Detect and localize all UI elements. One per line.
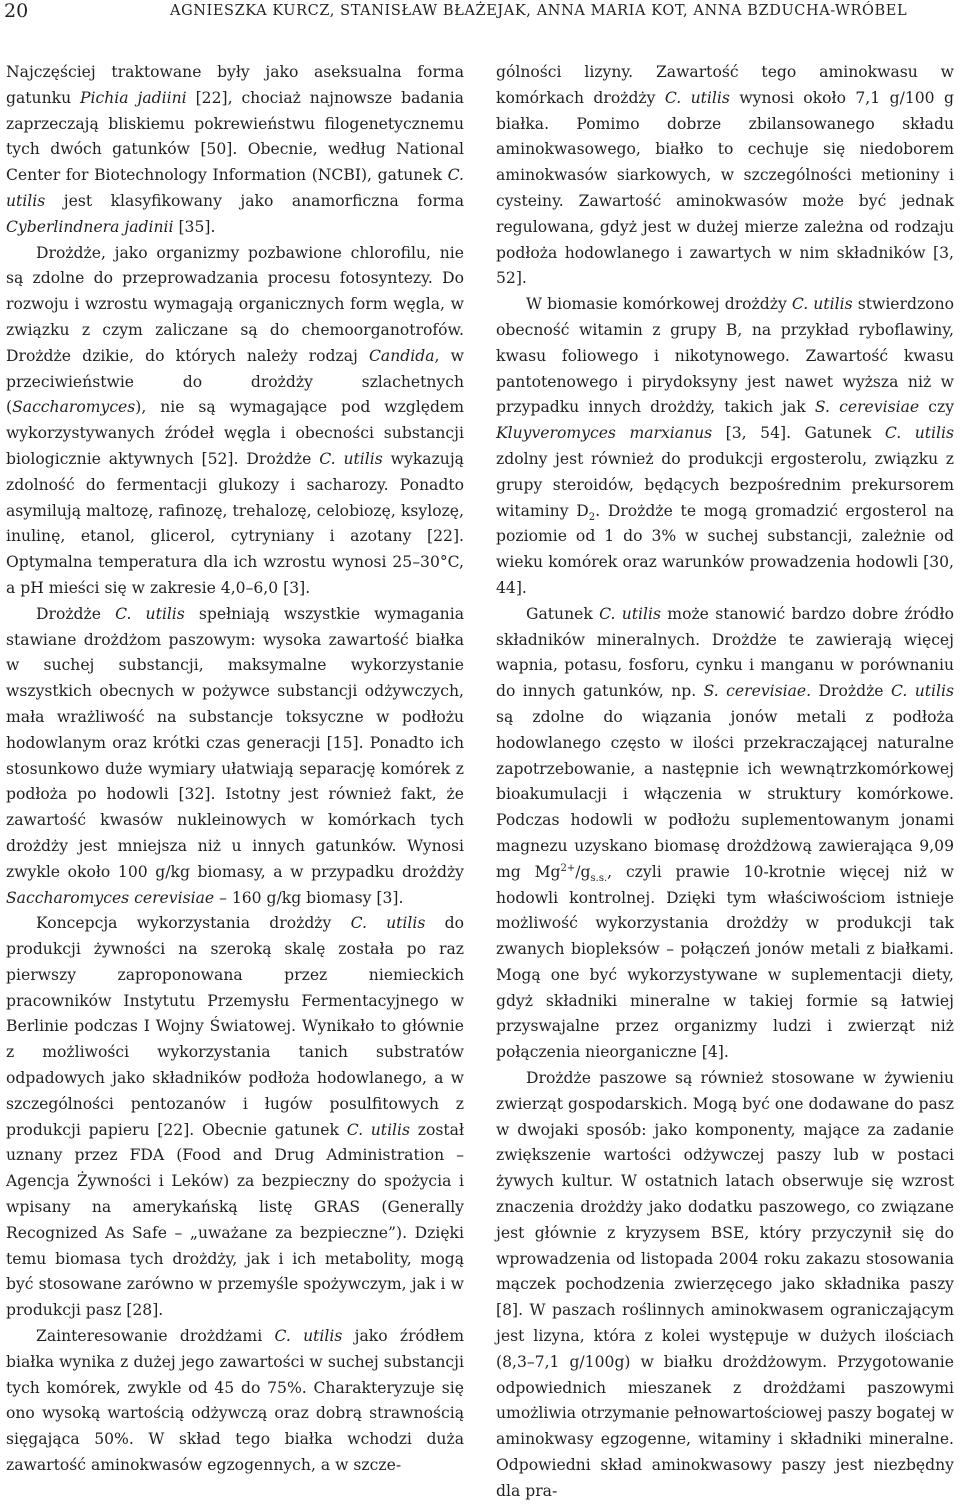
text-segment: są zdolne do wiązania jonów metali z podłoża hodowlanego często w ilości przekraczającej naturalne zapotrzebowanie, a następnie ich wewnątrzkomórkowej bioakumulacji i włączenia w struktury komórkowe. Podczas hodowli w podłożu suplementowanym jonami magnezu uzyskano biomasę drożdżową zawierająca 9,09 mg Mg [496, 707, 954, 881]
text-segment: , czyli prawie 10-krotnie więcej niż w hodowli kontrolnej. Dzięki tym właściwościom istnieje możliwość wykorzystania drożdży w produkcji tak zwanych biopleksów – połączeń jonów metali z białkami. Mogą one być wykorzystywane w suplementacji diety, gdyż składniki mineralne w takiej formie są łatwiej przyswajalne przez organizmy ludzi i zwierząt niż połączenia nieorganiczne [4]. [496, 862, 954, 1062]
text-segment: został uznany przez FDA (Food and Drug Administration – Agencja Żywności i Leków) za bezpieczny do spożycia i wpisany na amerykańską listę GRAS (Generally Recognized As Safe – „uważane za bezpieczne”). Dzięki temu biomasa tych drożdży, jak i ich metabolity, mogą być stosowane zarówno w przemyśle spożywczym, jak i w produkcji pasz [28]. [6, 1120, 464, 1320]
italic-text: S. cerevisiae. [703, 682, 812, 701]
paragraph [6, 602, 464, 912]
text-segment: Drożdże paszowe są również stosowane w żywieniu zwierząt gospodarskich. Mogą być one dodawane do pasz w dwojaki sposób: jako komponenty, mające za zadanie zwiększenie wartości odżywczej paszy lub w postaci żywych kultur. W ostatnich latach obserwuje się wzrost znaczenia drożdży jako dodatku paszowego, co związane jest głównie z kryzysem BSE, który przyczynił się do wprowadzenia od listopada 2004 roku zakazu stosowania mączek pochodzenia zwierzęcego jako składnika paszy [8]. W paszach roślinnych aminokwasem ograniczającym jest lizyna, która z kolei występuje w dużych ilościach (8,3–7,1 g/100g) w białku drożdżowym. Przygotowanie odpowiednich mieszanek z drożdżami paszowymi umożliwia otrzymanie pełnowartościowej paszy bogatej w aminokwasy egzogenne, witaminy i składniki mineralne. Odpowiedni skład aminokwasowy paszy jest niezbędny dla pra- [496, 1069, 954, 1500]
paragraph [6, 60, 464, 241]
italic-text: C. utilis [115, 604, 185, 623]
text-segment: [22], chociaż najnowsze badania zaprzeczają bliskiemu pokrewieństwu filogenetycznemu tych dwóch gatunków [50]. Obecnie, według National Center for Biotechnology Information (NCBI), gatunek [6, 88, 464, 185]
text-segment: jako źródłem białka wynika z dużej jego zawartości w suchej substancji tych komórek, zwykle od 45 do 75%. Charakteryzuje się ono wysoką wartością odżywczą oraz dobrą strawnością sięgająca 50%. W skład tego białka wchodzi duża zawartość aminokwasów egzogennych, a w szcze- [6, 1327, 464, 1475]
text-segment: do produkcji żywności na szeroką skalę została po raz pierwszy zaproponowana przez niemieckich pracowników Instytutu Przemysłu Fermentacyjnego w Berlinie podczas I Wojny Światowej. Wynikało to głównie z możliwości wykorzystania tanich substratów odpadowych jako składników podłoża hodowlanego, a w szczególności pentozanów i ługów posulfitowych z produkcji papieru [22]. Obecnie gatunek [6, 914, 464, 1139]
text-segment: wynosi około 7,1 g/100 g białka. Pomimo dobrze zbilansowanego składu aminokwasowego, białko to cechuje się niedoborem aminokwasów siarkowych, w szczególności metioniny i cysteiny. Zawartość aminokwasów może być jednak regulowana, gdyż jest w dużej mierze zależna od rodzaju podłoża hodowlanego i zawartych w nim składników [3, 52]. [496, 88, 954, 288]
text-segment: Drożdże [36, 604, 116, 623]
text-segment: , w przeciwieństwie do drożdży szlachetnych ( [6, 346, 464, 417]
text-segment: Najczęściej traktowane były jako aseksualna forma gatunku [6, 63, 464, 107]
italic-text: Pichia jadiini [80, 88, 187, 107]
italic-text: C. utilis [274, 1327, 343, 1346]
text-segment: gólności lizyny. Zawartość tego aminokwasu w komórkach drożdży [496, 63, 954, 107]
page-number: 20 [4, 0, 29, 22]
paragraph [496, 60, 954, 292]
text-segment: spełniają wszystkie wymagania stawiane drożdżom paszowym: wysoka zawartość białka w suchej substancji, maksymalne wykorzystanie wszystkich obecnych w pożywce substancji odżywczych, mała wrażliwość na substancje toksyczne w podłożu hodowlanym oraz krótki czas generacji [15]. Ponadto ich stosunkowo duże wymiary ułatwiają separację komórek z podłoża po hodowli [32]. Istotny jest również fakt, że zawartość kwasów nukleinowych w komórkach tych drożdży jest mniejsza niż u innych gatunków. Wynosi zwykle około 100 g/kg biomasy, a w przypadku drożdży [6, 604, 464, 881]
text-segment: /g [575, 862, 591, 881]
text-segment: Drożdże, jako organizmy pozbawione chlorofilu, nie są zdolne do przeprowadzania procesu fotosyntezy. Do rozwoju i wzrostu wymagają organicznych form węgla, w związku z czym zaliczane są do chemoorganotrofów. Drożdże dzikie, do których należy rodzaj [6, 243, 464, 365]
text-segment: może stanowić bardzo dobre źródło składników mineralnych. Drożdże te zawierają więcej wapnia, potasu, fosforu, cynku i manganu w porównaniu do innych gatunków, np. [496, 604, 954, 701]
text-segment: 2+ [560, 862, 576, 874]
text-segment: Drożdże [811, 682, 891, 701]
text-segment: jest klasyfikowany jako anamorficzna forma [45, 191, 464, 210]
page-header [0, 0, 960, 30]
text-segment: Zainteresowanie drożdżami [36, 1327, 275, 1346]
text-segment: czy [919, 398, 954, 417]
paragraph [496, 602, 954, 1066]
text-segment: zdolny jest również do produkcji ergosterolu, związku z grupy steroidów, będących bezpośrednim prekursorem witaminy D [496, 449, 954, 520]
text-segment: W biomasie komórkowej drożdży [526, 295, 792, 314]
italic-text: Kluyveromyces marxianus [496, 424, 713, 443]
right-column [496, 60, 954, 1505]
italic-text: C. utilis [346, 1120, 411, 1139]
text-segment: Gatunek [526, 604, 600, 623]
italic-text: C. utilis [664, 88, 730, 107]
text-segment: . Drożdże te mogą gromadzić ergosterol na poziomie od 1 do 3% w suchej substancji, zależnie od wieku komórek oraz warunków prowadzenia hodowli [30, 44]. [496, 501, 954, 597]
text-segment: stwierdzono obecność witamin z grupy B, na przykład ryboflawiny, kwasu foliowego i nikotynowego. Zawartość kwasu pantotenowego i pirydoksyny jest nawet wyższa niż w przypadku innych drożdży, takich jak [496, 295, 954, 417]
italic-text: C. utilis [890, 682, 955, 701]
text-segment: Koncepcja wykorzystania drożdży [36, 914, 351, 933]
running-head-authors: AGNIESZKA KURCZ, STANISŁAW BŁAŻEJAK, ANNA MARIA KOT, ANNA BZDUCHA-WRÓBEL [170, 3, 908, 19]
left-column [6, 60, 464, 1479]
italic-text: C. utilis [6, 166, 464, 210]
italic-text: C. utilis [599, 604, 661, 623]
italic-text: Saccharomyces cerevisiae [6, 888, 215, 907]
italic-text: C. utilis [884, 424, 954, 443]
text-segment: wykazują zdolność do fermentacji glukozy i sacharozy. Ponadto asymilują maltozę, rafinozę, trehalozę, celobiozę, ksylozę, inulinę, etanol, glicerol, cytryniany i azotany [22]. Optymalna temperatura dla ich wzrostu wynosi 25–30°C, a pH mieści się w zakresie 4,0–6,0 [3]. [6, 449, 464, 597]
paragraph [496, 1066, 954, 1505]
italic-text: S. cerevisiae [814, 398, 920, 417]
italic-text: Candida [369, 346, 435, 365]
paragraph [6, 241, 464, 602]
text-segment: – 160 g/kg biomasy [3]. [214, 888, 404, 907]
text-segment: ), nie są wymagające pod względem wykorzystywanych źródeł węgla i obecności substancji biologicznie aktywnych [52]. Drożdże [6, 398, 464, 468]
paragraph [6, 911, 464, 1324]
italic-text: Cyberlindnera jadinii [6, 217, 174, 236]
paragraph [496, 292, 954, 602]
text-segment: 2 [588, 511, 596, 523]
text-segment: [35]. [173, 217, 216, 236]
paragraph [6, 1324, 464, 1479]
italic-text: C. utilis [319, 449, 383, 468]
italic-text: C. utilis [791, 295, 853, 314]
italic-text: Saccharomyces [12, 398, 136, 417]
italic-text: C. utilis [350, 914, 426, 933]
text-segment: s.s. [590, 872, 608, 884]
text-segment: [3, 54]. Gatunek [712, 424, 885, 443]
